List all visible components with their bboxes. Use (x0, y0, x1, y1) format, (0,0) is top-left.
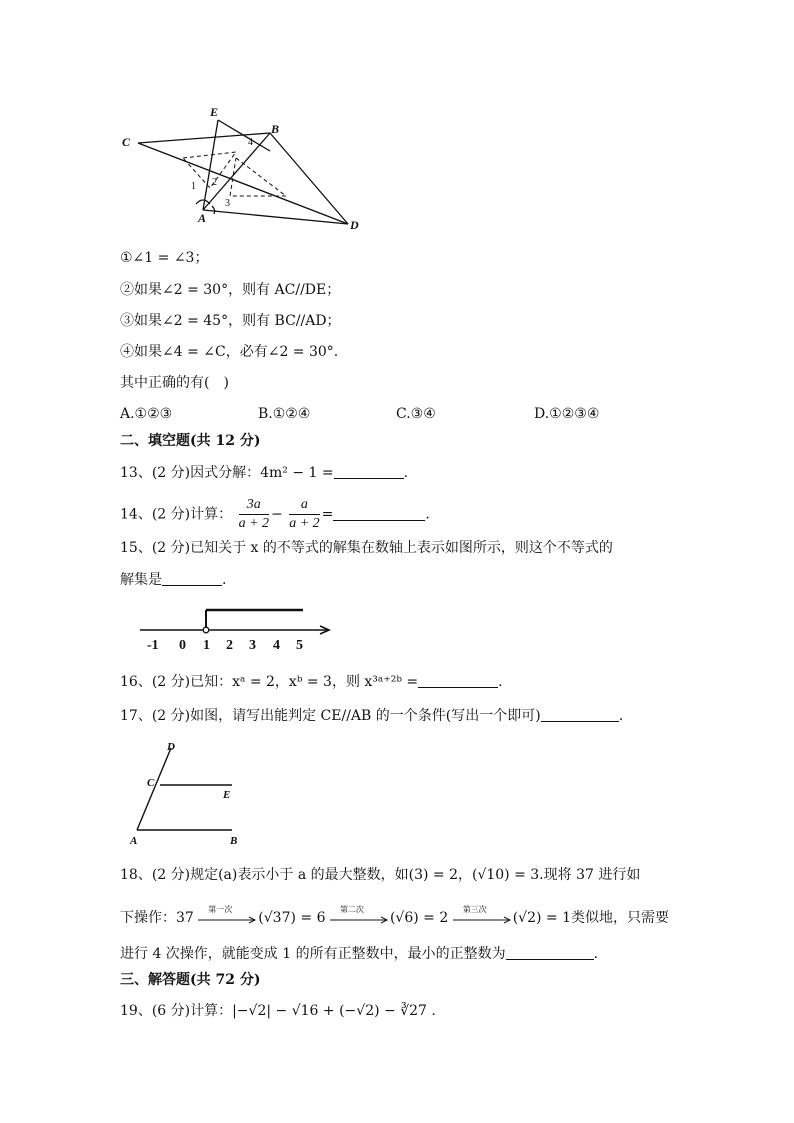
q18-part-2: (√37) = 6 (258, 910, 326, 926)
dashed-triangle-right (230, 158, 286, 196)
line-ad (203, 210, 348, 224)
q14-frac1-den: a + 2 (238, 516, 270, 531)
q17-text: 17、(2 分)如图，请写出能判定 CE//AB 的一个条件(写出一个即可) (120, 708, 541, 724)
q13-suffix: . (403, 465, 409, 481)
option-a[interactable]: A.①②③ (120, 406, 173, 422)
tick-label: 0 (179, 638, 186, 653)
line-bd (270, 133, 348, 224)
label-a: A (130, 835, 138, 847)
q18-suffix: . (593, 946, 599, 962)
figure-quadrilateral-triangle (118, 100, 368, 235)
q13-answer-blank[interactable] (334, 466, 404, 479)
arrow-step-3-label: 第三次 (462, 905, 487, 914)
figure-parallel-lines (125, 738, 255, 848)
arrow-step-2-label: 第二次 (339, 905, 364, 914)
q15-line2 (120, 572, 226, 588)
section-3-title: 三、解答题(共 72 分) (120, 972, 261, 988)
tick-label: 2 (226, 638, 233, 653)
q16-suffix: . (498, 674, 503, 690)
statement-2: ②如果∠2 = 30°，则有 AC//DE； (120, 282, 341, 298)
q12-prompt: 其中正确的有( ) (120, 375, 229, 391)
angle-label-4: 4 (248, 137, 253, 148)
q17 (120, 708, 623, 724)
arrow-step-2 (330, 905, 390, 928)
number-line (135, 600, 335, 655)
arrow-icon (453, 916, 513, 924)
option-d[interactable]: D.①②③④ (534, 406, 600, 422)
q18-part-4: (√2) = 1类似地，只需要 (512, 910, 669, 926)
q18-part-3: (√6) = 2 (389, 910, 449, 926)
label-e: E (210, 105, 219, 119)
q14-frac1-num: 3a (239, 496, 269, 515)
option-c[interactable]: C.③④ (396, 406, 436, 422)
angle-arc-3 (212, 206, 215, 214)
angle-label-2: 2 (212, 177, 217, 188)
q14-minus: − (271, 506, 283, 523)
q14-fraction-2 (289, 496, 319, 533)
q15-suffix: . (222, 572, 227, 588)
q18-answer-blank[interactable] (506, 947, 594, 960)
angle-label-1: 1 (191, 181, 196, 192)
q14-text: 14、(2 分)计算： (120, 506, 233, 523)
arrow-icon (198, 916, 258, 924)
label-c: C (147, 777, 155, 789)
label-b: B (271, 122, 280, 136)
arrow-step-3 (453, 905, 513, 928)
label-e: E (223, 789, 231, 801)
q17-answer-blank[interactable] (541, 709, 619, 722)
section-2-title: 二、填空题(共 12 分) (120, 433, 261, 449)
tick-label: -1 (147, 638, 159, 653)
statement-4: ④如果∠4 = ∠C，必有∠2 = 30°. (120, 344, 339, 360)
line-ae (203, 120, 218, 210)
q15-answer-blank[interactable] (162, 573, 222, 586)
label-b: B (230, 835, 238, 847)
line-cd (138, 143, 348, 224)
q14 (120, 496, 430, 536)
q18-line2 (120, 906, 669, 930)
option-b[interactable]: B.①②④ (258, 406, 311, 422)
line-ad (137, 748, 171, 830)
q13-text: 13、(2 分)因式分解：4m² − 1 = (120, 465, 334, 481)
label-a: A (198, 211, 207, 225)
q16 (120, 674, 503, 690)
q15-text: 解集是 (120, 572, 162, 588)
q15-line1: 15、(2 分)已知关于 x 的不等式的解集在数轴上表示如图所示，则这个不等式的 (120, 540, 613, 556)
tick-label: 3 (249, 638, 256, 653)
label-d: D (350, 218, 359, 232)
q18-line3 (120, 946, 598, 962)
line-e-edge (218, 120, 270, 151)
tick-label: 5 (296, 638, 303, 653)
q14-suffix: . (425, 506, 430, 523)
tick-label: 1 (203, 638, 210, 653)
q17-suffix: . (618, 708, 624, 724)
open-endpoint (203, 627, 209, 633)
q14-answer-blank[interactable] (333, 508, 425, 521)
q14-frac2-num: a (289, 496, 319, 515)
label-d: D (167, 741, 175, 753)
arrow-step-1-label: 第一次 (208, 905, 233, 914)
tick-label: 4 (273, 638, 280, 653)
angle-label-3: 3 (225, 198, 230, 209)
q18-part-1: 下操作：37 (120, 910, 194, 926)
q14-equals: = (321, 506, 334, 523)
q18-line1: 18、(2 分)规定(a)表示小于 a 的最大整数，如(3) = 2，(√10) = 3.现将 37 进行如 (120, 867, 641, 883)
q18-text: 进行 4 次操作，就能变成 1 的所有正整数中，最小的正整数为 (120, 946, 506, 962)
q13 (120, 465, 408, 481)
statement-1: ①∠1 = ∠3； (120, 250, 209, 266)
q19: 19、(6 分)计算：|−√2| − √16 + (−√2) − ∛27 . (120, 1003, 436, 1019)
statement-3: ③如果∠2 = 45°，则有 BC//AD； (120, 313, 341, 329)
q14-fraction-1 (239, 496, 269, 533)
label-c: C (122, 135, 131, 149)
arrow-icon (330, 916, 390, 924)
q14-frac2-den: a + 2 (289, 516, 320, 531)
q16-answer-blank[interactable] (418, 675, 498, 688)
q16-text: 16、(2 分)已知：xᵃ = 2，xᵇ = 3，则 x³ᵃ⁺²ᵇ = (120, 674, 419, 690)
arrow-step-1 (198, 905, 258, 928)
